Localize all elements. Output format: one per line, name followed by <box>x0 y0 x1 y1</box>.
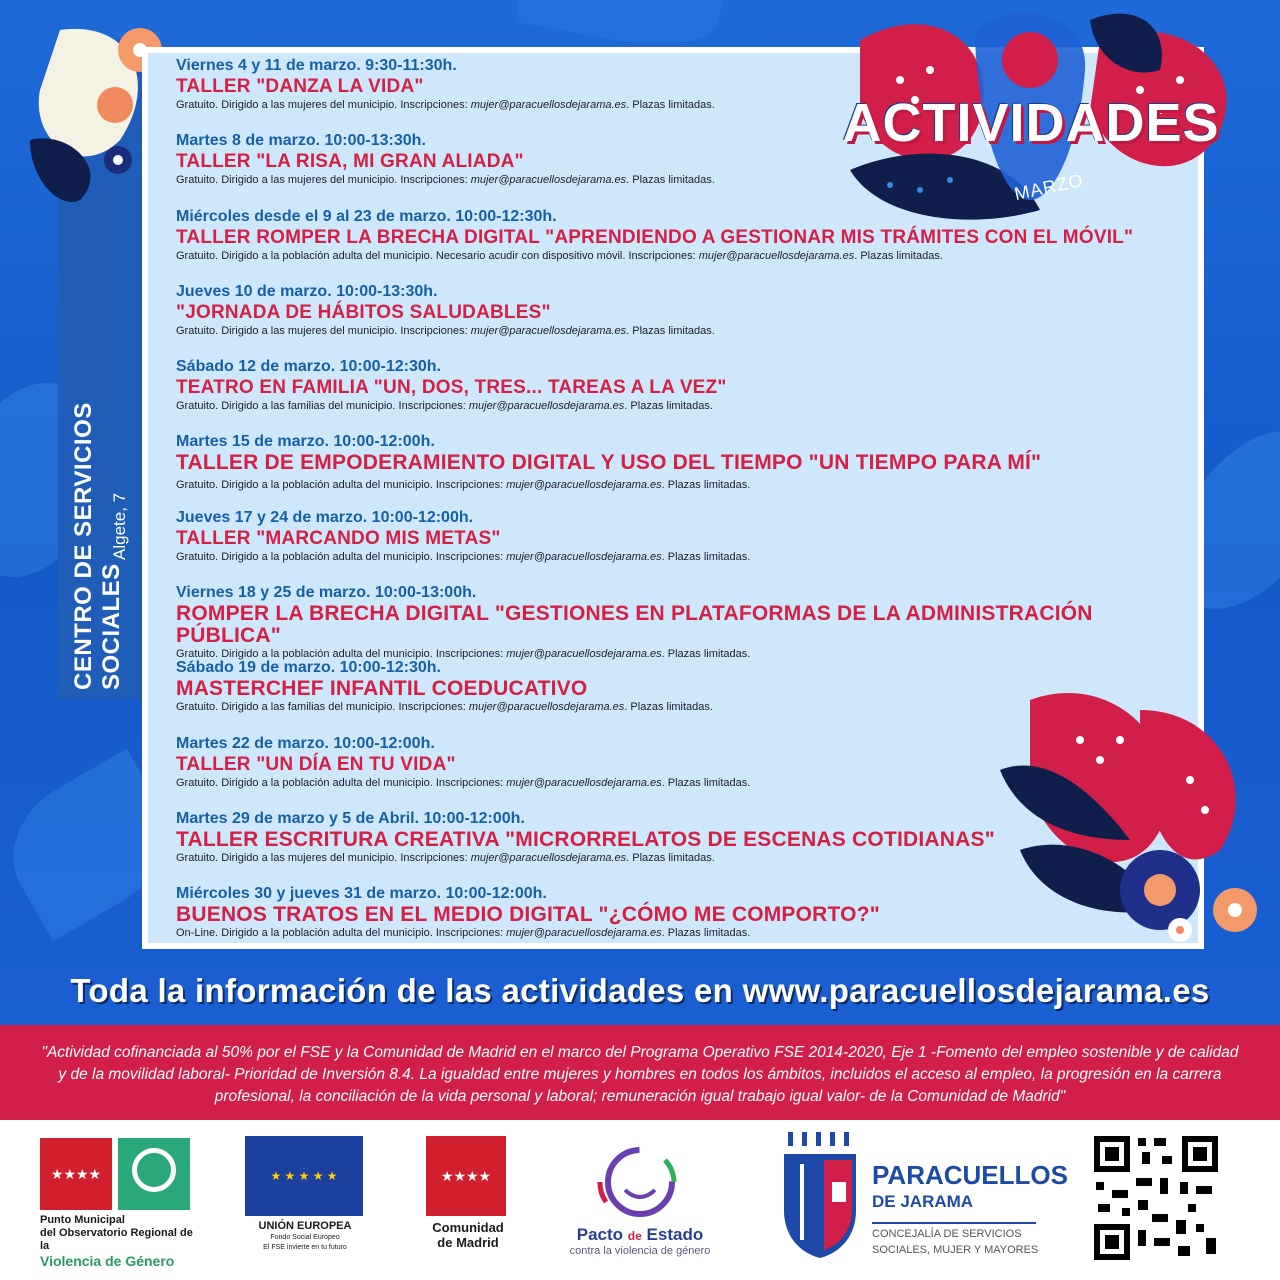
event-date: Sábado 12 de marzo. 10:00-12:30h. <box>176 358 441 376</box>
logo-paracuellos: PARACUELLOS DE JARAMA CONCEJALÍA DE SERVICIOS SOCIALES, MUJER Y MAYORES <box>780 1130 1050 1270</box>
event-title: TALLER ESCRITURA CREATIVA "MICRORRELATOS DE ESCENAS COTIDIANAS" <box>176 827 995 851</box>
event-date: Martes 8 de marzo. 10:00-13:30h. <box>176 132 426 150</box>
event-description: On-Line. Dirigido a la población adulta del municipio. Inscripciones: mujer@paracuellosdejarama.es. Plazas limitadas. <box>176 927 751 940</box>
badge-month: MARZO <box>1012 169 1086 205</box>
event-description: Gratuito. Dirigido a la población adulta del municipio. Inscripciones: mujer@paracuellosdejarama.es. Plazas limitadas. <box>176 648 751 661</box>
event-item <box>176 583 1176 661</box>
email-link[interactable]: mujer@paracuellosdejarama.es <box>470 99 627 111</box>
qr-code[interactable] <box>1092 1134 1220 1262</box>
logo-pacto-estado: Pacto de Estado contra la violencia de género <box>560 1142 720 1258</box>
side-address: Algete, 7 <box>110 492 129 560</box>
email-link[interactable]: mujer@paracuellosdejarama.es <box>470 851 627 864</box>
event-title: TEATRO EN FAMILIA "UN, DOS, TRES... TAREAS A LA VEZ" <box>176 377 727 399</box>
email-link[interactable]: mujer@paracuellosdejarama.es <box>506 648 662 661</box>
event-date: Martes 15 de marzo. 10:00-12:00h. <box>176 433 435 451</box>
event-date: Martes 22 de marzo. 10:00-12:00h. <box>176 734 435 752</box>
event-date: Viernes 18 y 25 de marzo. 10:00-13:00h. <box>176 584 477 602</box>
event-description: Gratuito. Dirigido a las familias del municipio. Inscripciones: mujer@paracuellosdejarama.es. Plazas limitadas. <box>176 701 713 714</box>
event-description: Gratuito. Dirigido a las familias del municipio. Inscripciones: mujer@paracuellosdejarama.es. Plazas limitadas. <box>176 400 713 413</box>
funding-note: "Actividad cofinanciada al 50% por el FSE y la Comunidad de Madrid en el marco del Programa Operativo FSE 2014-2020, Eje 1 -Fomento del empleo sostenible y de calidad y de la movilidad laboral- Prioridad de Inversión 8.4. La igualdad entre mujeres y hombres en todos los ámbitos, incluidos el acceso al empleo, la progresión en la carrera profesional, la conciliación de la vida personal y laboral; remuneración igual trabajo igual valor- de la Comunidad de Madrid" <box>0 1025 1280 1120</box>
event-date: Miércoles desde el 9 al 23 de marzo. 10:00-12:30h. <box>176 207 557 225</box>
event-description: Gratuito. Dirigido a la población adulta del municipio. Inscripciones: mujer@paracuellosdejarama.es. Plazas limitadas. <box>176 479 751 492</box>
event-title: ROMPER LA BRECHA DIGITAL "GESTIONES EN PLATAFORMAS DE LA ADMINISTRACIÓN PÚBLICA" <box>176 602 1093 648</box>
flower-decoration-bottom-right <box>990 680 1280 980</box>
event-title: TALLER ROMPER LA BRECHA DIGITAL "APRENDIENDO A GESTIONAR MIS TRÁMITES CON EL MÓVIL" <box>176 226 1134 248</box>
event-title: TALLER "DANZA LA VIDA" <box>176 76 424 97</box>
email-link[interactable]: mujer@paracuellosdejarama.es <box>506 550 662 563</box>
event-item <box>176 508 1176 583</box>
email-link[interactable]: mujer@paracuellosdejarama.es <box>468 400 625 413</box>
logo-punto-municipal: ★★★★ Punto Municipal del Observatorio Regional de la Violencia de Género <box>40 1138 200 1269</box>
logo-comunidad-madrid: ★★★★ Comunidad de Madrid <box>426 1136 510 1250</box>
event-title: BUENOS TRATOS EN EL MEDIO DIGITAL "¿CÓMO ME COMPORTO?" <box>176 903 880 927</box>
event-date: Viernes 4 y 11 de marzo. 9:30-11:30h. <box>176 57 457 74</box>
event-date: Sábado 19 de marzo. 10:00-12:30h. <box>176 659 441 677</box>
smile-circle-icon <box>590 1142 690 1220</box>
badge-title: ACTIVIDADES <box>842 93 1220 153</box>
venus-symbol-icon <box>118 1138 190 1210</box>
event-date: Jueves 10 de marzo. 10:00-13:30h. <box>176 282 438 300</box>
event-item <box>176 432 1176 507</box>
email-link[interactable]: mujer@paracuellosdejarama.es <box>468 701 625 714</box>
email-link[interactable]: mujer@paracuellosdejarama.es <box>698 249 855 262</box>
coat-of-arms-icon <box>780 1130 860 1260</box>
event-description: Gratuito. Dirigido a las mujeres del municipio. Inscripciones: mujer@paracuellosdejarama.es. Plazas limitadas. <box>176 324 715 337</box>
eu-flag-icon: ★ ★ ★ ★ ★ <box>245 1136 363 1216</box>
event-description: Gratuito. Dirigido a la población adulta del municipio. Inscripciones: mujer@paracuellosdejarama.es. Plazas limitadas. <box>176 776 751 789</box>
email-link[interactable]: mujer@paracuellosdejarama.es <box>506 776 662 789</box>
event-title: "JORNADA DE HÁBITOS SALUDABLES" <box>176 301 551 323</box>
event-title: TALLER DE EMPODERAMIENTO DIGITAL Y USO DEL TIEMPO "UN TIEMPO PARA MÍ" <box>176 451 1042 475</box>
event-title: MASTERCHEF INFANTIL COEDUCATIVO <box>176 677 588 701</box>
event-description: Gratuito. Dirigido a las mujeres del municipio. Inscripciones: mujer@paracuellosdejarama.es. Plazas limitadas. <box>176 851 715 864</box>
event-item <box>176 357 1176 432</box>
logo-bar <box>0 1120 1280 1280</box>
side-title: CENTRO DE SERVICIOS SOCIALES <box>70 402 125 690</box>
email-link[interactable]: mujer@paracuellosdejarama.es <box>506 927 662 940</box>
event-description: Gratuito. Dirigido a las mujeres del municipio. Inscripciones: mujer@paracuellosdejarama.es. Plazas limitadas. <box>176 99 715 111</box>
event-date: Jueves 17 y 24 de marzo. 10:00-12:00h. <box>176 508 474 526</box>
madrid-stars-icon: ★★★★ <box>40 1138 112 1210</box>
event-title: TALLER "UN DÍA EN TU VIDA" <box>176 753 456 775</box>
website-banner: Toda la información de las actividades en www.paracuellosdejarama.es <box>70 972 1210 1009</box>
email-link[interactable]: mujer@paracuellosdejarama.es <box>470 174 627 187</box>
event-title: TALLER "MARCANDO MIS METAS" <box>176 527 501 549</box>
event-date: Martes 29 de marzo y 5 de Abril. 10:00-12:00h. <box>176 809 525 827</box>
event-date: Miércoles 30 y jueves 31 de marzo. 10:00-12:00h. <box>176 885 547 903</box>
event-description: Gratuito. Dirigido a la población adulta del municipio. Inscripciones: mujer@paracuellosdejarama.es. Plazas limitadas. <box>176 550 751 563</box>
event-description: Gratuito. Dirigido a la población adulta del municipio. Necesario acudir con dispositivo móvil. Inscripciones: mujer@paracuellosdejarama.es. Plazas limitadas. <box>176 249 943 262</box>
logo-union-europea: ★ ★ ★ ★ ★ UNIÓN EUROPEA Fondo Social Europeo El FSE invierte en tu futuro <box>245 1136 365 1253</box>
email-link[interactable]: mujer@paracuellosdejarama.es <box>506 479 662 492</box>
email-link[interactable]: mujer@paracuellosdejarama.es <box>470 324 627 337</box>
event-description: Gratuito. Dirigido a las mujeres del municipio. Inscripciones: mujer@paracuellosdejarama.es. Plazas limitadas. <box>176 174 715 187</box>
event-title: TALLER "LA RISA, MI GRAN ALIADA" <box>176 151 524 173</box>
event-item <box>176 282 1176 357</box>
madrid-stars-icon: ★★★★ <box>426 1136 506 1216</box>
